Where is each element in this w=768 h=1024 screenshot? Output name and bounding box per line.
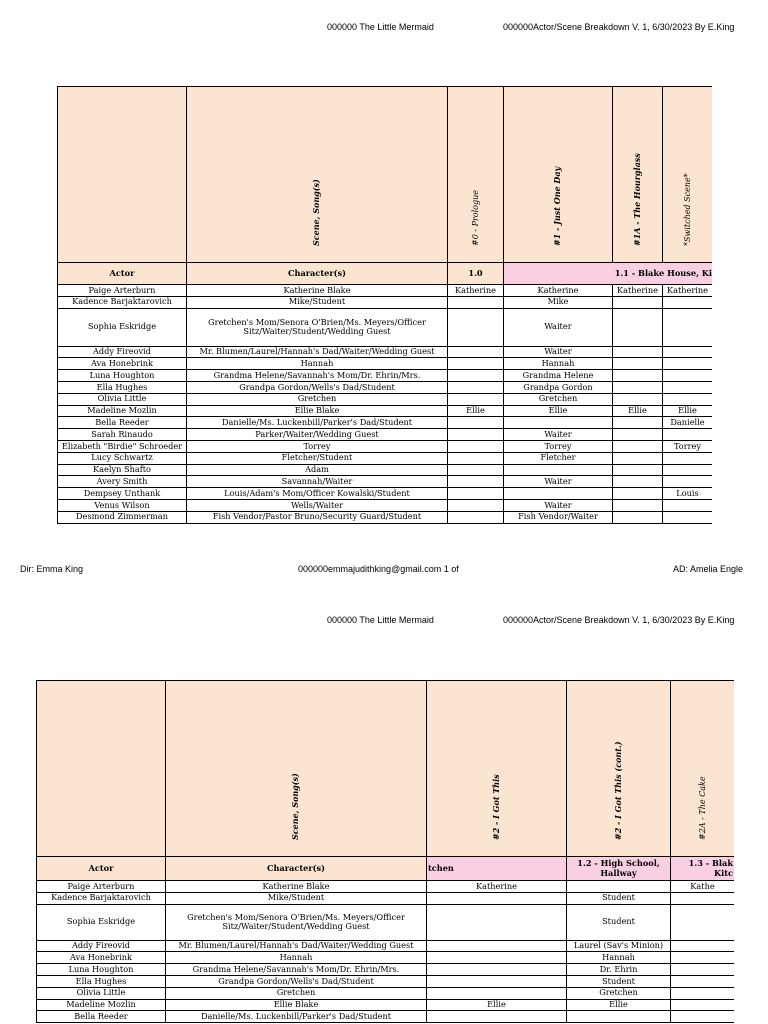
actor-cell: Paige Arterburn <box>58 285 187 297</box>
header-blank-cell <box>37 681 166 857</box>
role-cell <box>671 1011 735 1023</box>
song-label: #2A - The Cake <box>697 776 707 841</box>
scene-song-header <box>187 87 448 263</box>
role-cell <box>613 417 663 429</box>
role-cell <box>427 987 567 999</box>
table-row <box>37 904 735 940</box>
role-cell <box>613 393 663 405</box>
role-cell <box>427 1011 567 1023</box>
role-cell <box>448 440 504 452</box>
song-header <box>671 681 735 857</box>
role-cell: Torrey <box>504 440 613 452</box>
role-cell: Student <box>567 904 671 940</box>
characters-cell: Danielle/Ms. Luckenbill/Parker's Dad/Student <box>187 417 448 429</box>
breakdown-info: 000000Actor/Scene Breakdown V. 1, 6/30/2023 By E.King <box>503 22 735 32</box>
table-row <box>37 964 735 976</box>
role-cell: Student <box>567 975 671 987</box>
role-cell: Hannah <box>504 358 613 370</box>
role-cell: Louis <box>663 488 713 500</box>
characters-cell: Fletcher/Student <box>187 452 448 464</box>
actor-cell: Lucy Schwartz <box>58 452 187 464</box>
breakdown-info: 000000Actor/Scene Breakdown V. 1, 6/30/2023 By E.King <box>503 615 735 625</box>
role-cell <box>448 308 504 346</box>
role-cell: Ellie <box>663 405 713 417</box>
song-header <box>663 87 713 263</box>
role-cell <box>427 964 567 976</box>
show-title: 000000 The Little Mermaid <box>327 22 434 32</box>
role-cell <box>671 892 735 904</box>
characters-cell: Mike/Student <box>166 892 427 904</box>
role-cell <box>671 904 735 940</box>
table-row <box>37 999 735 1011</box>
song-header <box>427 681 567 857</box>
table-row <box>58 429 713 441</box>
role-cell: Mike <box>504 296 613 308</box>
role-cell <box>671 952 735 964</box>
table-row <box>58 346 713 358</box>
characters-cell: Gretchen's Mom/Senora O'Brien/Ms. Meyers/Officer Sitz/Waiter/Student/Wedding Guest <box>187 308 448 346</box>
table-row <box>37 987 735 999</box>
role-cell: Waiter <box>504 346 613 358</box>
role-cell <box>448 452 504 464</box>
role-cell <box>613 488 663 500</box>
role-cell <box>427 975 567 987</box>
characters-cell: Torrey <box>187 440 448 452</box>
role-cell <box>663 511 713 523</box>
actor-column-header: Actor <box>58 263 187 285</box>
table-row <box>58 285 713 297</box>
role-cell <box>663 296 713 308</box>
role-cell <box>427 892 567 904</box>
song-header <box>448 87 504 263</box>
characters-cell: Fish Vendor/Pastor Bruno/Security Guard/Student <box>187 511 448 523</box>
characters-cell: Hannah <box>187 358 448 370</box>
page2-sheet <box>36 680 734 1024</box>
table-row <box>58 499 713 511</box>
characters-cell: Gretchen's Mom/Senora O'Brien/Ms. Meyers/Officer Sitz/Waiter/Student/Wedding Guest <box>166 904 427 940</box>
role-cell: Fish Vendor/Waiter <box>504 511 613 523</box>
role-cell <box>613 464 663 476</box>
role-cell <box>671 940 735 952</box>
song-label: #0 - Prologue <box>470 190 480 247</box>
role-cell: Kathe <box>671 881 735 893</box>
role-cell <box>613 452 663 464</box>
characters-cell: Mike/Student <box>187 296 448 308</box>
song-label: #1 - Just One Day <box>552 167 563 247</box>
characters-cell: Grandma Helene/Savannah's Mom/Dr. Ehrin/Mrs. <box>166 964 427 976</box>
characters-cell: Savannah/Waiter <box>187 476 448 488</box>
scene-header: 1.0 <box>448 263 504 285</box>
role-cell: Danielle <box>663 417 713 429</box>
table-row <box>58 417 713 429</box>
characters-cell: Grandpa Gordon/Wells's Dad/Student <box>166 975 427 987</box>
role-cell <box>448 499 504 511</box>
actor-cell: Bella Reeder <box>58 417 187 429</box>
role-cell: Ellie <box>427 999 567 1011</box>
role-cell: Ellie <box>567 999 671 1011</box>
role-cell <box>504 464 613 476</box>
role-cell: Hannah <box>567 952 671 964</box>
role-cell <box>448 370 504 382</box>
actor-cell: Dempsey Unthank <box>58 488 187 500</box>
characters-cell: Gretchen <box>187 393 448 405</box>
actor-cell: Avery Smith <box>58 476 187 488</box>
table-row <box>58 488 713 500</box>
actor-cell: Addy Fireovid <box>58 346 187 358</box>
actor-cell: Kadence Barjaktarovich <box>58 296 187 308</box>
actor-cell: Madeline Mozlin <box>58 405 187 417</box>
actor-cell: Madeline Mozlin <box>37 999 166 1011</box>
role-cell <box>671 999 735 1011</box>
role-cell <box>567 881 671 893</box>
role-cell: Grandma Helene <box>504 370 613 382</box>
role-cell <box>613 358 663 370</box>
role-cell: Fletcher <box>504 452 613 464</box>
scene-header: 1.1 - Blake House, Ki <box>504 263 713 285</box>
table-row <box>37 1011 735 1023</box>
role-cell <box>663 499 713 511</box>
email-page-label: 000000emmajudithking@gmail.com 1 of <box>298 564 459 574</box>
role-cell <box>448 464 504 476</box>
table-row <box>58 358 713 370</box>
actor-cell: Olivia Little <box>58 393 187 405</box>
role-cell: Katherine <box>427 881 567 893</box>
actor-cell: Sophia Eskridge <box>58 308 187 346</box>
role-cell: Katherine <box>613 285 663 297</box>
role-cell <box>663 464 713 476</box>
role-cell: Waiter <box>504 308 613 346</box>
actor-cell: Kaelyn Shafto <box>58 464 187 476</box>
role-cell <box>671 975 735 987</box>
role-cell <box>448 358 504 370</box>
actor-cell: Desmond Zimmerman <box>58 511 187 523</box>
page2-table <box>36 680 734 1023</box>
role-cell <box>448 511 504 523</box>
characters-cell: Katherine Blake <box>166 881 427 893</box>
song-header <box>567 681 671 857</box>
actor-cell: Addy Fireovid <box>37 940 166 952</box>
scene-header: tchen <box>427 857 567 881</box>
characters-cell: Mr. Blumen/Laurel/Hannah's Dad/Waiter/Wedding Guest <box>187 346 448 358</box>
role-cell <box>613 381 663 393</box>
scene-song-label: Scene, Song(s) <box>311 179 322 247</box>
role-cell <box>671 987 735 999</box>
role-cell <box>613 370 663 382</box>
actor-cell: Luna Houghton <box>58 370 187 382</box>
director-label: Dir: Emma King <box>20 564 84 574</box>
scene-song-header <box>166 681 427 857</box>
role-cell: Grandpa Gordon <box>504 381 613 393</box>
table-row <box>58 452 713 464</box>
role-cell <box>613 296 663 308</box>
scene-header: 1.3 - Blak Kitc <box>671 857 735 881</box>
role-cell <box>448 346 504 358</box>
table-row <box>37 881 735 893</box>
song-label: #2 - I Got This (cont.) <box>612 741 623 841</box>
role-cell <box>448 393 504 405</box>
role-cell: Ellie <box>448 405 504 417</box>
role-cell: Ellie <box>504 405 613 417</box>
characters-cell: Parker/Waiter/Wedding Guest <box>187 429 448 441</box>
actor-cell: Luna Houghton <box>37 964 166 976</box>
role-cell <box>663 476 713 488</box>
table-row <box>37 892 735 904</box>
characters-cell: Ellie Blake <box>166 999 427 1011</box>
role-cell <box>613 511 663 523</box>
table-row <box>58 511 713 523</box>
characters-cell: Adam <box>187 464 448 476</box>
role-cell <box>663 308 713 346</box>
header-blank-cell <box>58 87 187 263</box>
song-header <box>504 87 613 263</box>
role-cell <box>663 452 713 464</box>
role-cell <box>567 1011 671 1023</box>
role-cell: Student <box>567 892 671 904</box>
role-cell: Laurel (Sav's Minion) <box>567 940 671 952</box>
role-cell: Waiter <box>504 499 613 511</box>
characters-cell: Louis/Adam's Mom/Officer Kowalski/Student <box>187 488 448 500</box>
actor-cell: Sophia Eskridge <box>37 904 166 940</box>
table-row <box>37 940 735 952</box>
role-cell <box>663 381 713 393</box>
page1-table <box>57 86 712 524</box>
characters-column-header: Character(s) <box>187 263 448 285</box>
characters-cell: Grandma Helene/Savannah's Mom/Dr. Ehrin/Mrs. <box>187 370 448 382</box>
characters-cell: Wells/Waiter <box>187 499 448 511</box>
table-row <box>58 440 713 452</box>
actor-cell: Kadence Barjaktarovich <box>37 892 166 904</box>
actor-cell: Bella Reeder <box>37 1011 166 1023</box>
role-cell: Gretchen <box>504 393 613 405</box>
role-cell: Waiter <box>504 429 613 441</box>
role-cell <box>448 417 504 429</box>
table-row <box>58 296 713 308</box>
actor-cell: Elizabeth "Birdie" Schroeder <box>58 440 187 452</box>
role-cell: Ellie <box>613 405 663 417</box>
role-cell: Dr. Ehrin <box>567 964 671 976</box>
table-row <box>58 476 713 488</box>
role-cell <box>448 381 504 393</box>
role-cell: Katherine <box>448 285 504 297</box>
characters-cell: Mr. Blumen/Laurel/Hannah's Dad/Waiter/Wedding Guest <box>166 940 427 952</box>
characters-cell: Katherine Blake <box>187 285 448 297</box>
actor-cell: Paige Arterburn <box>37 881 166 893</box>
actor-cell: Ella Hughes <box>58 381 187 393</box>
song-label: *Switched Scene* <box>682 173 692 247</box>
role-cell <box>663 370 713 382</box>
role-cell <box>448 476 504 488</box>
song-label: #2 - I Got This <box>490 774 501 841</box>
characters-column-header: Character(s) <box>166 857 427 881</box>
actor-column-header: Actor <box>37 857 166 881</box>
role-cell <box>663 429 713 441</box>
role-cell <box>427 952 567 964</box>
role-cell <box>427 904 567 940</box>
table-row <box>58 393 713 405</box>
role-cell <box>448 488 504 500</box>
role-cell: Torrey <box>663 440 713 452</box>
role-cell <box>663 358 713 370</box>
table-row <box>58 370 713 382</box>
role-cell <box>448 429 504 441</box>
characters-cell: Gretchen <box>166 987 427 999</box>
actor-cell: Sarah Rinaudo <box>58 429 187 441</box>
role-cell <box>504 417 613 429</box>
actor-cell: Venus Wilson <box>58 499 187 511</box>
table-row <box>37 952 735 964</box>
characters-cell: Danielle/Ms. Luckenbill/Parker's Dad/Student <box>166 1011 427 1023</box>
table-row <box>58 381 713 393</box>
table-row <box>58 464 713 476</box>
characters-cell: Grandpa Gordon/Wells's Dad/Student <box>187 381 448 393</box>
role-cell <box>613 476 663 488</box>
role-cell <box>613 429 663 441</box>
song-header <box>613 87 663 263</box>
table-row <box>37 975 735 987</box>
role-cell: Katherine <box>663 285 713 297</box>
role-cell <box>613 308 663 346</box>
actor-cell: Ava Honebrink <box>37 952 166 964</box>
actor-cell: Olivia Little <box>37 987 166 999</box>
role-cell: Waiter <box>504 476 613 488</box>
role-cell: Gretchen <box>567 987 671 999</box>
role-cell <box>613 440 663 452</box>
scene-song-label: Scene, Song(s) <box>290 773 301 841</box>
role-cell: Katherine <box>504 285 613 297</box>
role-cell <box>613 346 663 358</box>
song-label: #1A - The Hourglass <box>631 153 642 247</box>
actor-cell: Ella Hughes <box>37 975 166 987</box>
role-cell <box>663 346 713 358</box>
show-title: 000000 The Little Mermaid <box>327 615 434 625</box>
role-cell <box>448 296 504 308</box>
actor-cell: Ava Honebrink <box>58 358 187 370</box>
role-cell <box>663 393 713 405</box>
role-cell <box>504 488 613 500</box>
table-row <box>58 308 713 346</box>
characters-cell: Hannah <box>166 952 427 964</box>
table-row <box>58 405 713 417</box>
page1-sheet <box>57 86 712 544</box>
scene-header: 1.2 - High School, Hallway <box>567 857 671 881</box>
role-cell <box>427 940 567 952</box>
characters-cell: Ellie Blake <box>187 405 448 417</box>
role-cell <box>613 499 663 511</box>
assistant-director-label: AD: Amelia Engle <box>673 564 744 574</box>
role-cell <box>671 964 735 976</box>
